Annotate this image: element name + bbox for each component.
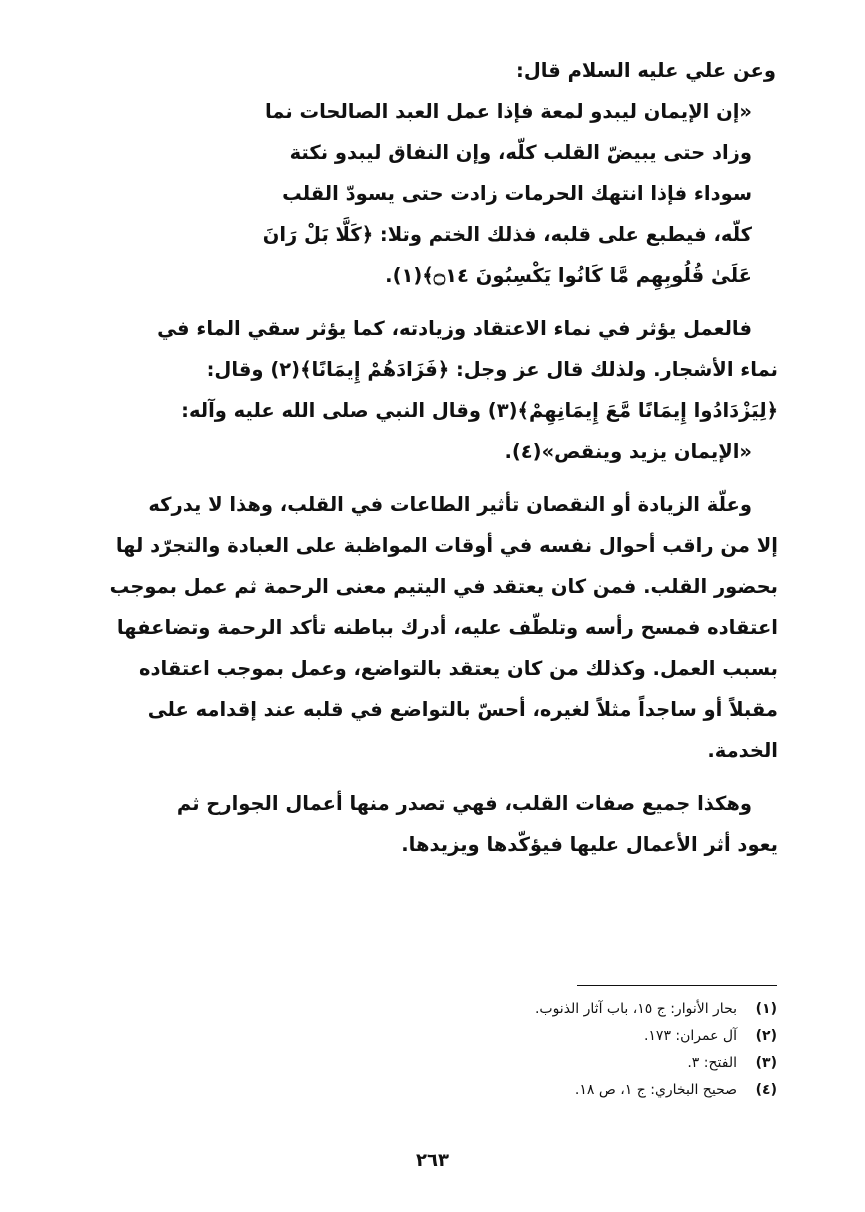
paragraph-line: بحضور القلب. فمن كان يعتقد في اليتيم معنى الرحمة ثم عمل بموجب (109, 575, 778, 598)
quote-line: وزاد حتى يبيضّ القلب كلّه، وإن النفاق ليبدو نكتة (289, 141, 752, 164)
paragraph-line: فالعمل يؤثر في نماء الاعتقاد وزيادته، كما يؤثر سقي الماء في (157, 317, 752, 340)
main-text (88, 50, 778, 865)
paragraph-3 (88, 484, 778, 771)
footnote-item (357, 1050, 777, 1077)
quote-line: «إن الإيمان ليبدو لمعة فإذا عمل العبد الصالحات نما (264, 100, 752, 123)
paragraph-line: إلا من راقب أحوال نفسه في أوقات المواظبة على العبادة والتجرّد لها (115, 534, 778, 557)
footnote-text: صحيح البخاري: ج ١، ص ١٨. (574, 1082, 737, 1098)
paragraph-line: وهكذا جميع صفات القلب، فهي تصدر منها أعمال الجوارح ثم (176, 792, 752, 815)
footnote-item (357, 1077, 777, 1104)
footnotes (357, 996, 777, 1104)
intro-line: وعن علي عليه السلام قال: (516, 59, 776, 82)
footnote-number: (٣) (755, 1055, 777, 1071)
hadith-line: «الإيمان يزيد وينقص»(٤). (504, 440, 752, 463)
paragraph-2 (88, 308, 778, 472)
footnote-number: (٢) (755, 1028, 777, 1044)
page-number: ٢٦٣ (416, 1150, 449, 1171)
quote-line: عَلَىٰ قُلُوبِهِم مَّا كَانُوا يَكْسِبُونَ ۝١٤﴾(١). (385, 264, 752, 287)
footnote-item (357, 996, 777, 1023)
paragraph-line: اعتقاده فمسح رأسه وتلطّف عليه، أدرك بباطنه تأكد الرحمة وتضاعفها (116, 616, 778, 639)
paragraph-line: الخدمة. (707, 739, 778, 762)
footnote-text: بحار الأنوار: ج ١٥، باب آثار الذنوب. (534, 1001, 737, 1017)
footnote-number: (١) (755, 1001, 777, 1017)
footnote-text: آل عمران: ١٧٣. (643, 1028, 737, 1044)
footnote-item (357, 1023, 777, 1050)
paragraph-line: مقبلاً أو ساجداً مثلاً لغيره، أحسّ بالتواضع في قلبه عند إقدامه على (147, 698, 778, 721)
paragraph-line: ﴿لِيَزْدَادُوا إِيمَانًا مَّعَ إِيمَانِهِمْ﴾(٣) وقال النبي صلى الله عليه وآله: (181, 399, 778, 422)
quote-block (88, 91, 752, 296)
quote-line: كلّه، فيطبع على قلبه، فذلك الختم وتلا: ﴿كَلَّا بَلْ رَانَ (262, 223, 752, 246)
quote-line: سوداء فإذا انتهك الحرمات زادت حتى يسودّ القلب (282, 182, 752, 205)
footnote-text: الفتح: ٣. (687, 1055, 737, 1071)
paragraph-line: نماء الأشجار. ولذلك قال عز وجل: ﴿فَزَادَهُمْ إِيمَانًا﴾(٢) وقال: (206, 358, 778, 381)
paragraph-4 (88, 783, 778, 865)
paragraph-line: وعلّة الزيادة أو النقصان تأثير الطاعات في القلب، وهذا لا يدركه (148, 493, 752, 516)
footnote-number: (٤) (755, 1082, 777, 1098)
paragraph-line: يعود أثر الأعمال عليها فيؤكّدها ويزيدها. (401, 833, 778, 856)
paragraph-line: بسبب العمل. وكذلك من كان يعتقد بالتواضع، وعمل بموجب اعتقاده (139, 657, 778, 680)
footnote-divider (577, 985, 777, 986)
